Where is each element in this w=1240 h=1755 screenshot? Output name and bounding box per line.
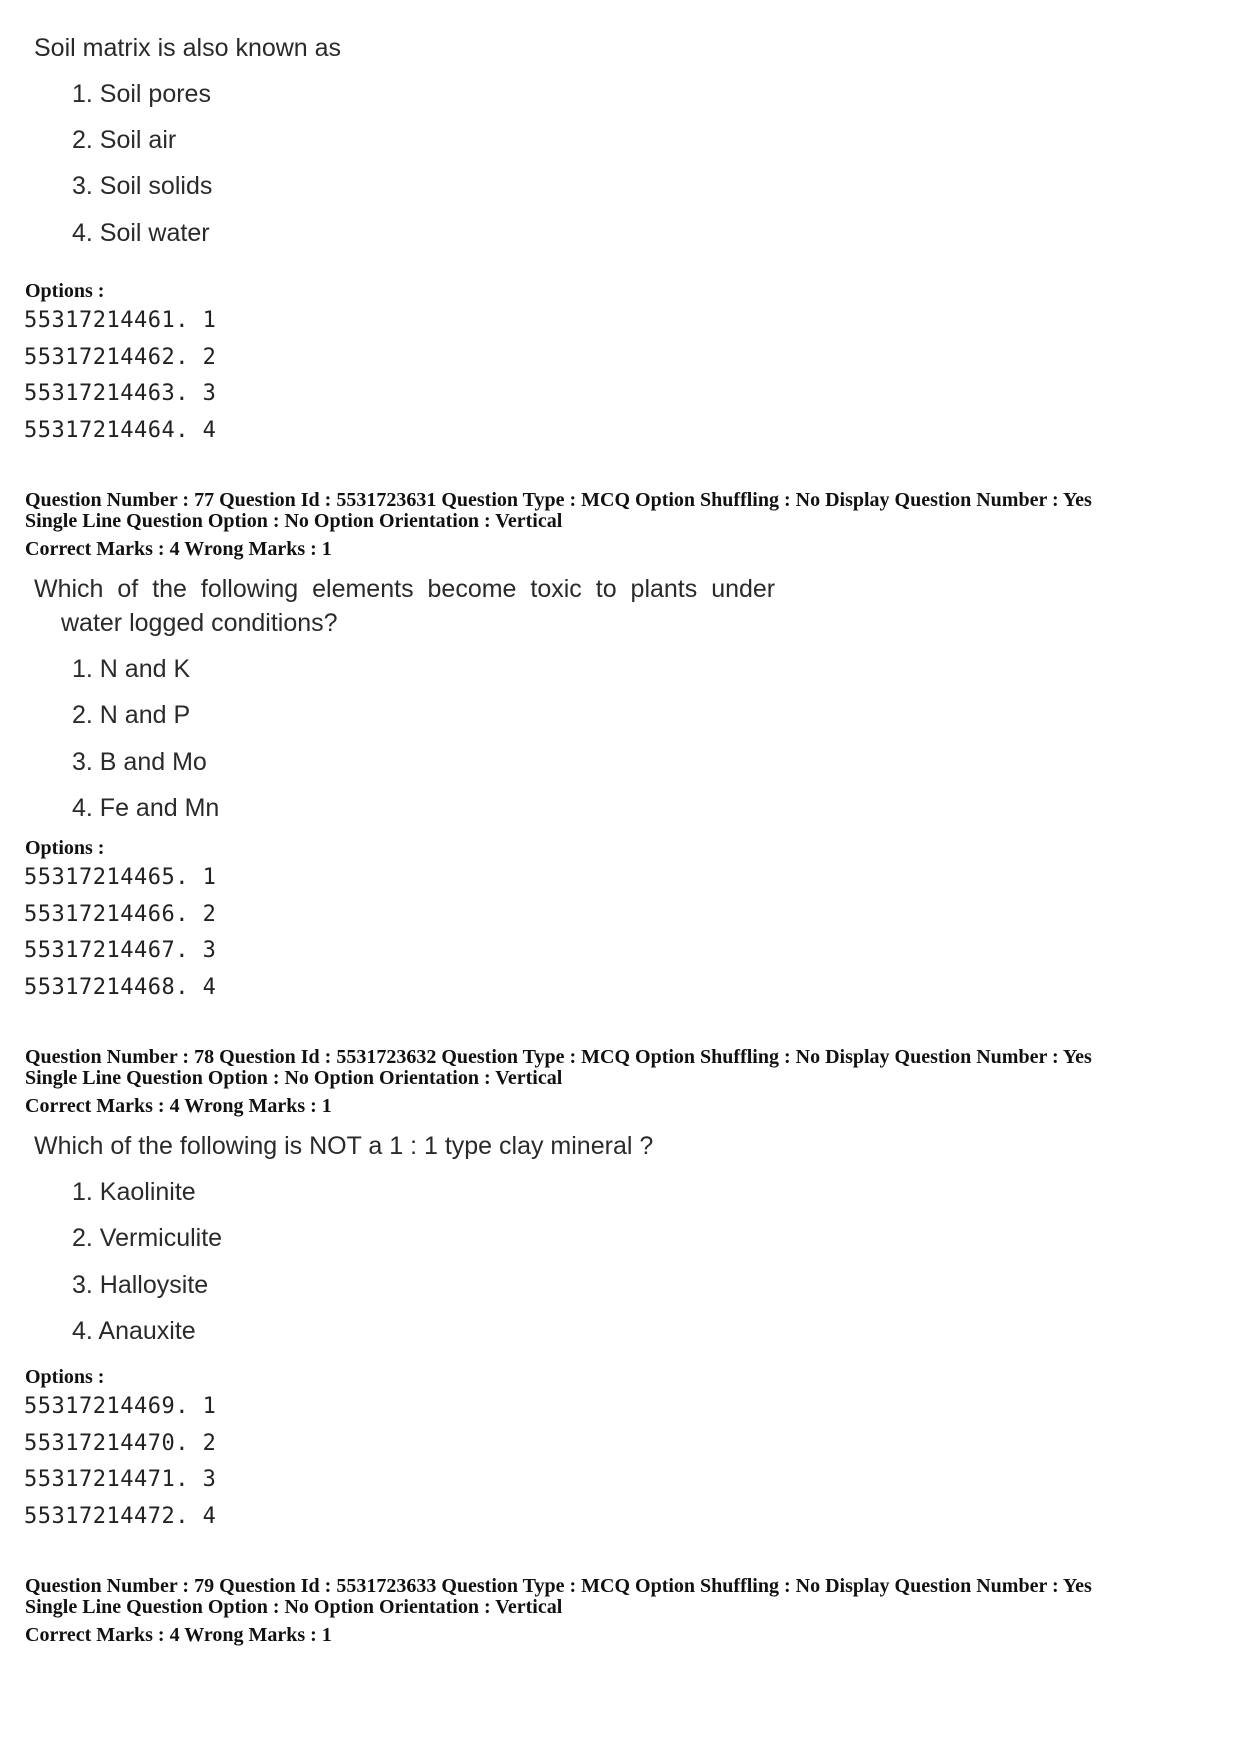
question-76-option-4: 55317214464. 4 bbox=[24, 418, 217, 443]
question-76-option-2: 55317214462. 2 bbox=[24, 345, 217, 370]
question-76-option-1: 55317214461. 1 bbox=[24, 308, 217, 333]
question-78-option-4: 55317214472. 4 bbox=[24, 1504, 217, 1529]
question-76-choice-4: 4. Soil water bbox=[72, 219, 210, 247]
question-77-option-4: 55317214468. 4 bbox=[24, 975, 217, 1000]
question-77-text-line1: Which of the following elements become toxic to plants under bbox=[34, 575, 776, 603]
question-78-choice-3: 3. Halloysite bbox=[72, 1271, 209, 1299]
question-78-text: Which of the following is NOT a 1 : 1 type clay mineral ? bbox=[34, 1132, 654, 1160]
question-77-meta-line2: Single Line Question Option : No Option Orientation : Vertical bbox=[25, 510, 563, 532]
question-78-meta-line1: Question Number : 78 Question Id : 5531723632 Question Type : MCQ Option Shuffling : No Display Question Number : Yes bbox=[25, 1046, 1092, 1068]
question-76-choice-1: 1. Soil pores bbox=[72, 80, 211, 108]
question-78-choice-1: 1. Kaolinite bbox=[72, 1178, 196, 1206]
question-77-choice-2: 2. N and P bbox=[72, 701, 191, 729]
question-76-options-label: Options : bbox=[25, 280, 105, 302]
question-77-option-2: 55317214466. 2 bbox=[24, 902, 217, 927]
question-76-option-3: 55317214463. 3 bbox=[24, 381, 217, 406]
question-78-choice-4: 4. Anauxite bbox=[72, 1317, 196, 1345]
question-77-text-line2: water logged conditions? bbox=[61, 609, 338, 637]
question-77-marks: Correct Marks : 4 Wrong Marks : 1 bbox=[25, 538, 332, 560]
question-77-choice-4: 4. Fe and Mn bbox=[72, 794, 220, 822]
question-77-choice-1: 1. N and K bbox=[72, 655, 191, 683]
question-78-option-2: 55317214470. 2 bbox=[24, 1431, 217, 1456]
question-77-choice-3: 3. B and Mo bbox=[72, 748, 207, 776]
question-77-option-3: 55317214467. 3 bbox=[24, 938, 217, 963]
question-77-meta-line1: Question Number : 77 Question Id : 5531723631 Question Type : MCQ Option Shuffling : No Display Question Number : Yes bbox=[25, 489, 1092, 511]
question-77-options-label: Options : bbox=[25, 837, 105, 859]
question-76-choice-3: 3. Soil solids bbox=[72, 172, 213, 200]
question-76-text: Soil matrix is also known as bbox=[34, 34, 342, 62]
question-78-marks: Correct Marks : 4 Wrong Marks : 1 bbox=[25, 1095, 332, 1117]
question-78-meta-line2: Single Line Question Option : No Option Orientation : Vertical bbox=[25, 1067, 563, 1089]
question-77-option-1: 55317214465. 1 bbox=[24, 865, 217, 890]
question-78-option-3: 55317214471. 3 bbox=[24, 1467, 217, 1492]
question-79-meta-line2: Single Line Question Option : No Option Orientation : Vertical bbox=[25, 1596, 563, 1618]
question-79-marks: Correct Marks : 4 Wrong Marks : 1 bbox=[25, 1624, 332, 1646]
question-78-option-1: 55317214469. 1 bbox=[24, 1394, 217, 1419]
question-79-meta-line1: Question Number : 79 Question Id : 5531723633 Question Type : MCQ Option Shuffling : No Display Question Number : Yes bbox=[25, 1575, 1092, 1597]
question-78-options-label: Options : bbox=[25, 1366, 105, 1388]
question-78-choice-2: 2. Vermiculite bbox=[72, 1224, 223, 1252]
question-76-choice-2: 2. Soil air bbox=[72, 126, 177, 154]
